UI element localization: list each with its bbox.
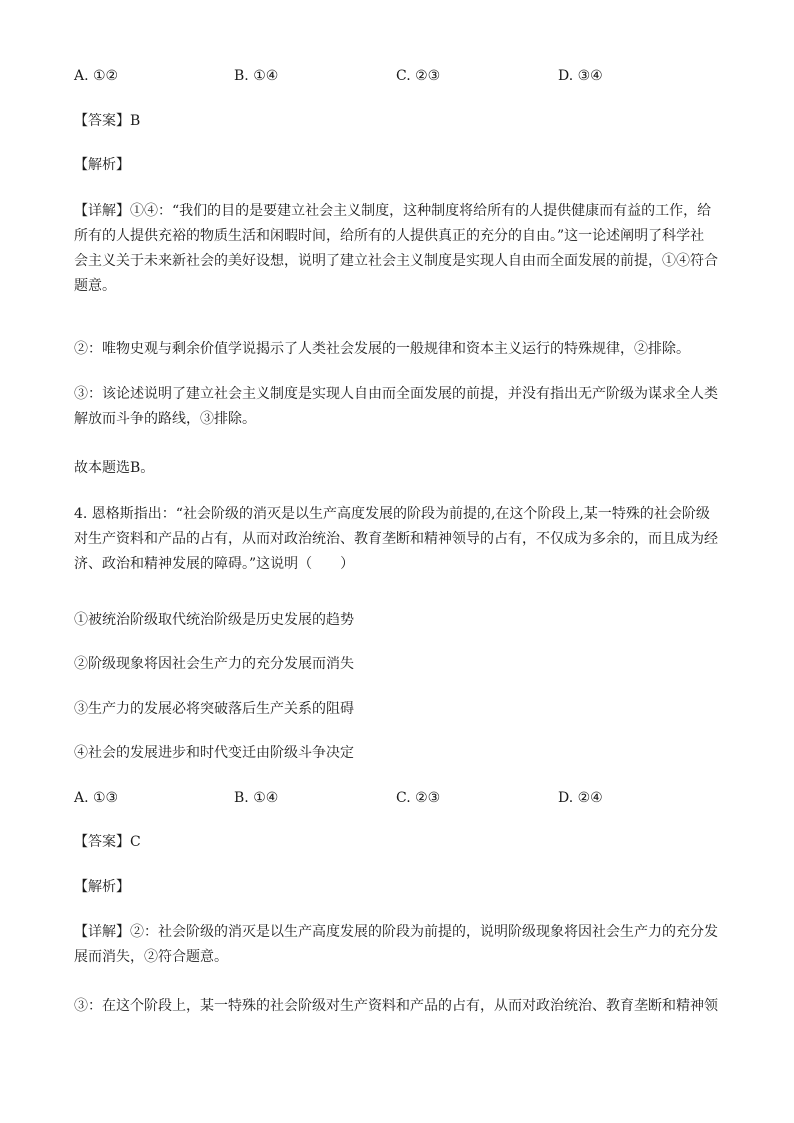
q3-point-3-line: ③：该论述说明了建立社会主义制度是实现人自由而全面发展的前提，并没有指出无产阶级为谋求全人类 xyxy=(74,386,718,402)
q4-answer: 【答案】C xyxy=(74,834,141,850)
q3-detail xyxy=(74,201,724,296)
q4-detail xyxy=(74,922,724,967)
q4-statement-4: ④社会的发展进步和时代变迁由阶级斗争决定 xyxy=(74,745,354,761)
q3-option-c: C. ②③ xyxy=(396,68,441,84)
q4-detail-line: 【详解】②：社会阶级的消灭是以生产高度发展的阶段为前提的，说明阶级现象将因社会生产力的充分发 xyxy=(74,924,718,940)
q4-option-d: D. ②④ xyxy=(558,790,603,806)
q4-point-3: ③：在这个阶段上，某一特殊的社会阶级对生产资料和产品的占有，从而对政治统治、教育垄断和精神领 xyxy=(74,998,718,1014)
q4-stem-line: 对生产资料和产品的占有，从而对政治统治、教育垄断和精神领导的占有，不仅成为多余的，而且成为经 xyxy=(74,531,718,547)
q3-point-3 xyxy=(74,384,724,429)
q3-options xyxy=(74,66,724,86)
q4-statement-1: ①被统治阶级取代统治阶级是历史发展的趋势 xyxy=(74,612,354,628)
q4-stem-line: 济、政治和精神发展的障碍。”这说明（ ） xyxy=(74,556,355,572)
q3-answer: 【答案】B xyxy=(74,113,141,129)
q3-conclusion: 故本题选B。 xyxy=(74,460,155,476)
q4-analysis-label: 【解析】 xyxy=(74,879,130,895)
q3-option-d: D. ③④ xyxy=(558,68,603,84)
q3-detail-line: 【详解】①④：“我们的目的是要建立社会主义制度，这种制度将给所有的人提供健康而有益的工作，给 xyxy=(74,203,712,219)
q3-detail-line: 会主义关于未来新社会的美好设想，说明了建立社会主义制度是实现人自由而全面发展的前提，①④符合 xyxy=(74,253,718,269)
q3-detail-line: 题意。 xyxy=(74,278,116,294)
q4-stem-line: 4. 恩格斯指出：“社会阶级的消灭是以生产高度发展的阶段为前提的,在这个阶段上,某一特殊的社会阶级 xyxy=(74,506,710,522)
q4-detail-line: 展而消失，②符合题意。 xyxy=(74,949,228,965)
q4-statement-3: ③生产力的发展必将突破落后生产关系的阻碍 xyxy=(74,701,354,717)
q4-option-c: C. ②③ xyxy=(396,790,441,806)
q3-detail-line: 所有的人提供充裕的物质生活和闲暇时间，给所有的人提供真正的充分的自由。”这一论述阐明了科学社 xyxy=(74,228,705,244)
q3-option-b: B. ①④ xyxy=(234,68,279,84)
q4-statement-2: ②阶级现象将因社会生产力的充分发展而消失 xyxy=(74,656,354,672)
q3-option-a: A. ①② xyxy=(74,68,119,84)
q3-analysis-label: 【解析】 xyxy=(74,157,130,173)
q4-options xyxy=(74,788,724,808)
q4-option-b: B. ①④ xyxy=(234,790,279,806)
q4-stem xyxy=(74,504,724,574)
q4-option-a: A. ①③ xyxy=(74,790,119,806)
q3-point-2: ②：唯物史观与剩余价值学说揭示了人类社会发展的一般规律和资本主义运行的特殊规律，②排除。 xyxy=(74,341,690,357)
q3-point-3-line: 解放而斗争的路线，③排除。 xyxy=(74,411,256,427)
